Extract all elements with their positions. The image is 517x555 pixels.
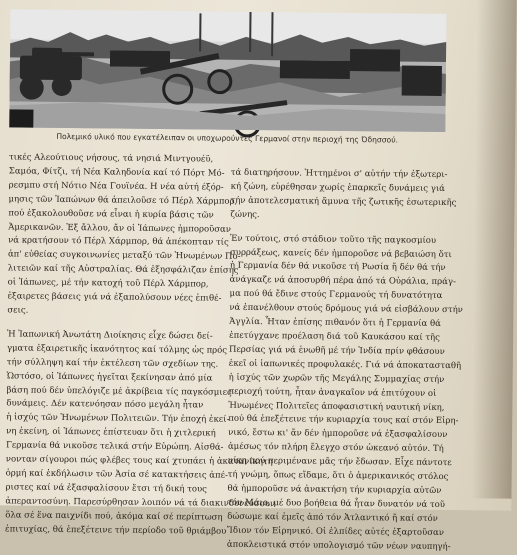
text-line: ἐπετύγχανε προέλαση διά τοῦ Καυκάσου καί τῆς	[229, 330, 441, 346]
text-line: Ἀγγλία. Ἦταν ἐπίσης πιθανόν ὅτι ἡ Γερμανία θά	[229, 316, 441, 332]
text-line: νά κρατήσουν τό Πέρλ Χάρμπορ, θά ἀπέκοπταν τίς	[8, 235, 218, 251]
text-line: ζώνης.	[230, 208, 442, 224]
text-line: Ὡστόσο, οἱ Ἰάπωνες ἡγεῖται ξεκίνησαν ἀπό μία	[7, 370, 217, 386]
text-line: Ἡνωμένες Πολιτεῖες ἀποφασιστική ναυτική νίκη,	[228, 399, 440, 415]
text-line: ἀπεραντοσύνη. Παρεσύρθησαν λοιπόν νά τά διακινδυνεύσουν	[5, 495, 215, 511]
text-line: Ἴδιον τόν Εἰρηνικό. Οἱ ἐλπίδες αὐτές ἐξαρτοῦσαν	[227, 524, 439, 540]
text-line: γματα ἐξαιρετικῆς ἱκανότητος καί τόλμης ὡς πρός	[7, 342, 217, 358]
text-line: περιοχή τούτη, ἦταν ἀναγκαῖον νά ἐπιτύχουν οἱ	[228, 385, 440, 401]
text-line: τή γνώμη, ὅπως εἴδαμε, ὅτι ὁ ἀμερικανικός στόλος	[228, 469, 440, 485]
text-line: τήν ἀποτελεσματική ἄμυνα τῆς ζωτικῆς ἐσωτερικῆς	[230, 195, 442, 211]
text-line: δώσωμε καί ἐμεῖς ἀπό τόν Ἀτλαντικό ἤ καί στόν	[227, 510, 439, 526]
text-line: δυνάμεις. Δέν κατενόησαν πόσο μεγάλη ἦταν	[6, 398, 216, 414]
text-line: μα πού θά ἔδινε στούς Γερμανούς τή δυνατότητα	[229, 288, 441, 304]
text-line: Περσίας γιά νά ἑνωθῆ μέ τήν Ἰνδία πρίν φθάσουν	[229, 344, 441, 360]
page-spine-shadow	[471, 0, 516, 499]
text-line: Γερμανία θά νικοῦσε τελικά στήν Εὐρώπη. Αἰσθά-	[6, 440, 216, 456]
text-line: συρράξεως, κανείς δέν ἠμποροῦσε νά βεβαιώση ὅτι	[230, 246, 442, 262]
text-line: ἐξαιρετες βάσεις γιά νά ἐξαπολύσουν νέες ἐπιθέ-	[7, 290, 217, 306]
text-line: νη ἐκείνη, οἱ Ἰάπωνες ἐπίστευαν ὅτι ἡ χιτλερική	[6, 426, 216, 442]
left-text-column	[5, 151, 219, 539]
text-line: κή ζώνη, εὑρέθησαν χωρίς ἐπαρκεῖς δυνάμεις γιά	[231, 181, 443, 197]
text-line: Ἡ Ἰαπωνική Ἀνωτάτη Διοίκησις εἶχε δώσει δεί-	[7, 328, 217, 344]
text-line: λιτειῶν καί τῆς Αὐστραλίας. Θά ἐξησφάλιζαν ἐπίσης	[8, 263, 218, 279]
text-line: σεις.	[7, 304, 217, 320]
text-line: νίκη πού περιμένανε μᾶς τήν ἔδωσαν. Εἶχε πάντοτε	[228, 455, 440, 471]
text-line: οἱ Ἰάπωνες, μέ τήν κατοχή τοῦ Πέρλ Χάρμπορ,	[8, 277, 218, 293]
photo-caption: Πολεμικό υλικό που εγκατέλειπαν οι υποχωρούντες Γερμανοί στην περιοχή της Όδησσού.	[9, 131, 445, 145]
text-line: βάση πού δέν ὑπελόγιζε μέ ἀκρίβεια τίς παγκόσμιες	[6, 384, 216, 400]
text-line: Σαμόα, Φίτζι, τή Νέα Καληδονία καί τό Πόρτ Μό-	[9, 165, 219, 181]
text-line: ἀποκλειστικά στόν υπολογισμό τῶν νέων ναυπηγή-	[227, 538, 439, 554]
text-line: τήν σύλληψη καί τήν ἐκτέλεση τῶν σχεδίων της.	[7, 356, 217, 372]
text-line: ριστες καί νά ἐξασφαλίσουν ἔτσι τή δική τους	[5, 481, 215, 497]
text-line: ἡ ἰσχύς τῶν χωρῶν τῆς Μεγάλης Συμμαχίας στήν	[229, 371, 441, 387]
text-line: πού ἐξακολουθοῦσε νά εἶναι ἡ κυρία βάσις τῶν	[8, 207, 218, 223]
text-line: ρεσμπυ στή Νότιο Νέα Γουϊνέα. Η νέα αύτή έξόρ-	[9, 179, 219, 195]
text-line: νικό, ἔστω κι' ἄν δέν ἠμποροῦσε νά ἐξασφαλίσουν	[228, 427, 440, 443]
text-line: ἐκεῖ οἱ ἰαπωνικές προφυλακές. Γιά νά ἀποκατασταθῆ	[229, 358, 441, 374]
text-line: θά ἠμποροῦσε νά ἀνακτήση τήν κυριαρχία αὐτῶν	[227, 483, 439, 499]
war-photo	[9, 9, 446, 132]
text-line: ἀπ' εὐθείας συγκοινωνίες μεταξύ τῶν Ἡνωμένων Πο-	[8, 249, 218, 265]
text-line: ἀνάγκαζε νά ἀποσυρθή πέρα ἀπό τά Οὐράλια, πράγ-	[230, 274, 442, 290]
text-line: ὅλα σέ ἕνα παιχνίδι πού, ἀκόμα καί σέ περίπτωση	[5, 509, 215, 525]
text-line: τόν Μάιο, μέ δυο βοήθεια θά ἦταν δυνατόν νά τοῦ	[227, 497, 439, 513]
text-line: νά ἐπανέλθουν στούς δρόμους γιά νά εἰσβάλουν στήν	[229, 302, 441, 318]
text-line: ἐπιτυχίας, θά ἐπεξέτεινε τήν περίοδο τοῦ θριάμβου	[5, 523, 215, 539]
text-line: ἀμέσως τόν πλήρη ἔλεγχο στόν ὠκεανό αὐτόν. Τή	[228, 441, 440, 457]
text-line: νονταν σίγουροι πώς φλέβες τους καί χτυπάει ἡ ἀκατανίκητη	[6, 453, 216, 469]
text-line: πού θά ἐπεξέτεινε τήν κυριαρχία τους καί στόν Εἰρη-	[228, 413, 440, 429]
text-line: μησις τῶν Ἰαπώνων θά ἀπειλοῦσε τό Πέρλ Χάρμπορ,	[8, 193, 218, 209]
right-text-column	[227, 167, 443, 555]
text-line: Ἐν τούτοις, στό στάδιον τοῦτο τῆς παγκοσμίου	[230, 232, 442, 248]
text-line: τά διατηρήσουν. Ἡττημένοι σ' αὐτήν τήν ἐξωτερι-	[231, 167, 443, 183]
text-line: ἡ ἰσχύς τῶν Ἡνωμένων Πολιτειῶν. Τήν ἐποχή ἐκεί-	[6, 412, 216, 428]
text-line: τικές Αλεούτιους νήσους, τά νησιά Μιντγουέϋ,	[9, 151, 219, 167]
war-photo-illustration	[9, 9, 446, 132]
text-line: ὁρμή καί ἐκδήλωσιν τῶν Ἀσία σέ κατακτήσεις ἀπέ-	[6, 467, 216, 483]
text-line: Ἀμερικανῶν. Ἐξ ἄλλου, ἄν οἱ Ἰάπωνες ἠμποροῦσαν	[8, 221, 218, 237]
text-line: ἡ Γερμανία δέν θά νικοῦσε τή Ρωσία ἤ δέν θά τήν	[230, 260, 442, 276]
